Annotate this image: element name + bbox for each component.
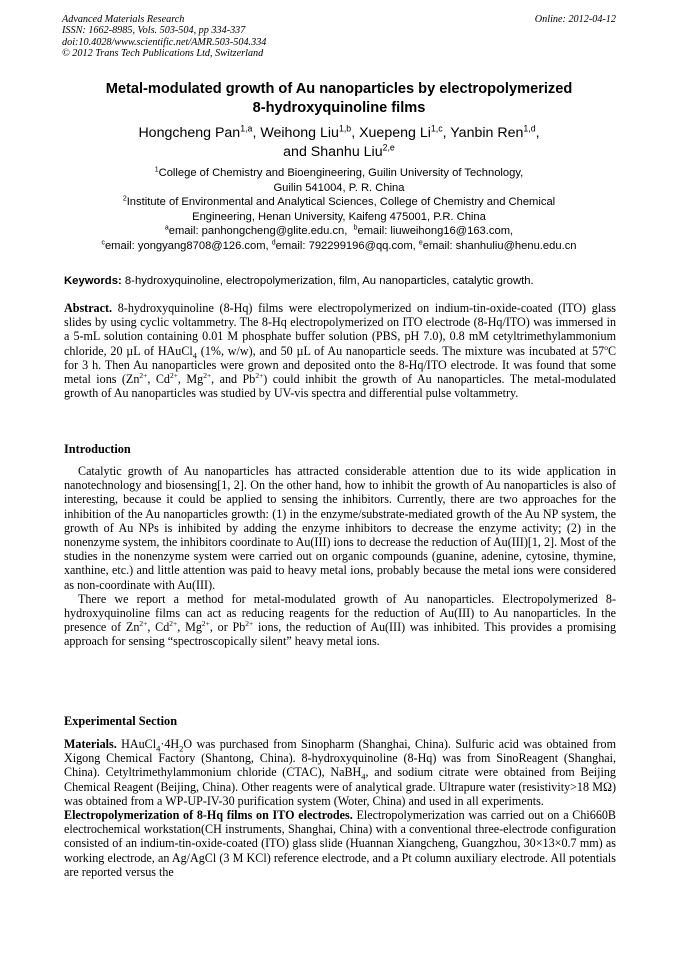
email-address: email: 792299196@qq.com, — [275, 239, 416, 252]
subscript: 4 — [156, 743, 161, 754]
abstract-text: (1%, w/w), and 50 µL of Au nanoparticle seeds. The mixture was incubated at 57 — [197, 343, 605, 358]
email-line-2 — [60, 239, 618, 254]
abstract-text: , and Pb — [211, 372, 256, 387]
charge-superscript: 2+ — [169, 370, 178, 380]
experimental-body — [64, 737, 616, 879]
charge-superscript: 2+ — [245, 619, 254, 629]
charge-superscript: 2+ — [139, 619, 148, 629]
introduction-heading: Introduction — [64, 442, 131, 456]
intro-text: ions, the reduction of Au(III) was inhibited. This provides a promising approach for sensing “spectroscopically silent” heavy metal ions. — [64, 620, 616, 649]
abstract-text: ) could inhibit the growth of Au nanoparticles. The metal-modulated growth of Au nanoparticles was studied by UV-vis spectra and differential pulse voltammetry. — [64, 372, 616, 401]
affiliation-2-cont: Engineering, Henan University, Kaifeng 475001, P.R. China — [192, 210, 486, 223]
author-affil-mark: 1,b — [338, 123, 352, 134]
journal-header — [62, 14, 616, 59]
author-affil-mark: 1,c — [430, 123, 443, 134]
email-mark: d — [271, 238, 276, 246]
abstract-text: C for 3 h. Then Au nanoparticles were grown and deposited onto the 8-Hq/ITO electrode. It was found that some metal ions (Zn — [64, 343, 617, 387]
degree-mark: o — [604, 342, 608, 352]
email-mark: b — [353, 224, 358, 232]
affil-text: College of Chemistry and Bioengineering, Guilin University of Technology, — [158, 167, 524, 179]
online-date: Online: 2012-04-12 — [534, 14, 616, 25]
doi-line: doi:10.4028/www.scientific.net/AMR.503-504.334 — [62, 36, 267, 48]
email-address: email: shanhuliu@henu.edu.cn — [422, 239, 577, 252]
electropolymerization-label: Electropolymerization of 8-Hq films on ITO electrodes. — [64, 808, 353, 823]
experimental-heading: Experimental Section — [64, 714, 178, 728]
keywords — [64, 274, 616, 288]
title-line-1: Metal-modulated growth of Au nanoparticles by electropolymerized — [105, 81, 573, 97]
keywords-text: 8-hydroxyquinoline, electropolymerization, film, Au nanoparticles, catalytic growth. — [121, 275, 534, 287]
issn-line: ISSN: 1662-8985, Vols. 503-504, pp 334-337 — [62, 25, 246, 37]
authors-line-2 — [60, 143, 618, 162]
email-mark: e — [418, 238, 423, 246]
author-list — [60, 124, 618, 161]
copyright-line: © 2012 Trans Tech Publications Ltd, Switzerland — [62, 47, 264, 59]
abstract — [64, 301, 616, 400]
author-name: Xuepeng Li — [359, 125, 431, 141]
journal-name: Advanced Materials Research — [62, 14, 185, 25]
intro-text: There we report a method for metal-modulated growth of Au nanoparticles. Electropolymerized 8-hydroxyquinoline films can act as reducing reagents for the reduction of Au(III) to Au nanoparticles. In the presence of Zn — [64, 591, 616, 635]
paper-title — [60, 80, 618, 118]
charge-superscript: 2+ — [139, 370, 148, 380]
affil-number: 2 — [122, 195, 127, 203]
abstract-label: Abstract. — [64, 301, 113, 315]
electropolymerization-paragraph — [64, 808, 616, 879]
materials-text: ·4H — [160, 737, 180, 751]
intro-text: , Mg — [177, 620, 202, 635]
intro-paragraph-2 — [64, 592, 616, 649]
keywords-label: Keywords: — [64, 275, 122, 287]
author-name: Weihong Liu — [260, 125, 339, 141]
email-address: email: yongyang8708@126.com, — [104, 239, 269, 252]
charge-superscript: 2+ — [201, 619, 210, 629]
charge-superscript: 2+ — [203, 370, 212, 380]
intro-text: , or Pb — [209, 620, 246, 635]
electropolymerization-text: Electropolymerization was carried out on a Chi660B electrochemical workstation(CH instruments, Shanghai, China) with a conventional three-electrode configuration consisted of an indium-tin-oxide-coated (ITO) glass slide (Huannan Xiangcheng, Guangzhou, 30×13×0.7 mm) as working electrode, an Ag/AgCl (3 M KCl) reference electrode, and a Pt column auxiliary electrode. All potentials are reported versus the — [64, 808, 616, 879]
email-mark: c — [101, 238, 105, 246]
materials-text: HAuCl — [116, 737, 157, 751]
subscript: 4 — [192, 350, 198, 361]
author-name: Hongcheng Pan — [138, 125, 241, 141]
charge-superscript: 2+ — [169, 619, 178, 629]
affil-text: Institute of Environmental and Analytical Sciences, College of Chemistry and Chemical — [126, 196, 556, 208]
authors-line-1: Hongcheng Pan$^{1,a}$, Weihong Liu$^{1,b}$, Xuepeng Li$^{1,c}$, Yanbin Ren$^{1,d}$, — [138, 123, 540, 141]
subscript: 4 — [361, 771, 366, 782]
email-line-1 — [60, 224, 618, 239]
materials-text: O was purchased from Sinopharm (Shanghai, China). Sulfuric acid was obtained from Xigong Chemical Factory (Shantong, China). 8-hydroxyquinoline (8-Hq) was from SinoReagent (Shanghai, China). Cetyltrimethylammonium chloride (CTAC), NaBH — [64, 737, 616, 780]
materials-text: , and sodium citrate were obtained from Beijing Chemical Reagent (Beijing, China). Other reagents were of analytical grade. Ultrapure water (resistivity>18 MΩ) was obtained from a WP-UP-IV-30 purification system (Woter, China) and used in all experiments. — [64, 765, 616, 808]
title-line-2: 8-hydroxyquinoline films — [252, 100, 426, 116]
email-mark: a — [164, 224, 169, 232]
abstract-text: 8-hydroxyquinoline (8-Hq) films were electropolymerized on indium-tin-oxide-coated (ITO) glass slides by using cyclic voltammetry. The 8-Hq electropolymerized on ITO electrode (8-Hq/ITO) was immersed in a 5-mL solution containing 0.01 M phosphate buffer solution (PBS, pH 7.0), 0.8 mM cetyltrimethylammonium chloride, 20 µL of HAuCl — [64, 301, 616, 358]
affiliation-2 — [60, 195, 618, 210]
charge-superscript: 2+ — [255, 370, 264, 380]
materials-paragraph — [64, 737, 616, 808]
author-name: Shanhu Liu — [310, 143, 383, 160]
subscript: 2 — [179, 743, 184, 754]
author-affil-mark: 1,d — [523, 123, 536, 134]
affiliations — [60, 166, 618, 253]
affiliation-1 — [60, 166, 618, 181]
email-address: email: panhongcheng@glite.edu.cn, — [168, 225, 348, 237]
materials-label: Materials. — [64, 737, 117, 751]
author-affil-mark: 1,a — [240, 123, 253, 134]
email-address: email: liuweihong16@163.com, — [357, 225, 514, 237]
author-conjunction: and — [283, 143, 307, 160]
author-affil-mark: 2,e — [382, 141, 395, 152]
abstract-text: , Mg — [177, 372, 204, 387]
abstract-text: , Cd — [147, 372, 170, 387]
intro-paragraph-1: Catalytic growth of Au nanoparticles has attracted considerable attention due to its wide application in nanotechnology and biosensing[1, 2]. On the other hand, how to inhibit the growth of Au nanoparticles is also of interesting, because it could be applied to sensing the inhibitors. Currently, there are two approaches for the inhibition of the Au nanoparticles growth: (1) in the enzyme/substrate-mediated growth of the Au NP system, the growth of Au NPs is inhibited by adding the enzyme inhibitors to decrease the enzyme activity; (2) in the nonenzyme system, the inhibitors coordinate to Au(III) ions to decrease the reduction of Au(III)[1, 2]. Most of the studies in the nonenzyme system were carried out on organic compounds (guanine, adenine, cytosine, thymine, xanthine, etc.) and little attention was paid to heavy metal ions, probably because the metal ions were considered as non-coordinate with Au(III). — [64, 464, 616, 592]
introduction-body — [64, 464, 616, 649]
affil-number: 1 — [154, 166, 159, 174]
intro-text: , Cd — [147, 620, 170, 635]
affiliation-1-cont: Guilin 541004, P. R. China — [273, 181, 405, 194]
author-name: Yanbin Ren — [450, 125, 524, 141]
